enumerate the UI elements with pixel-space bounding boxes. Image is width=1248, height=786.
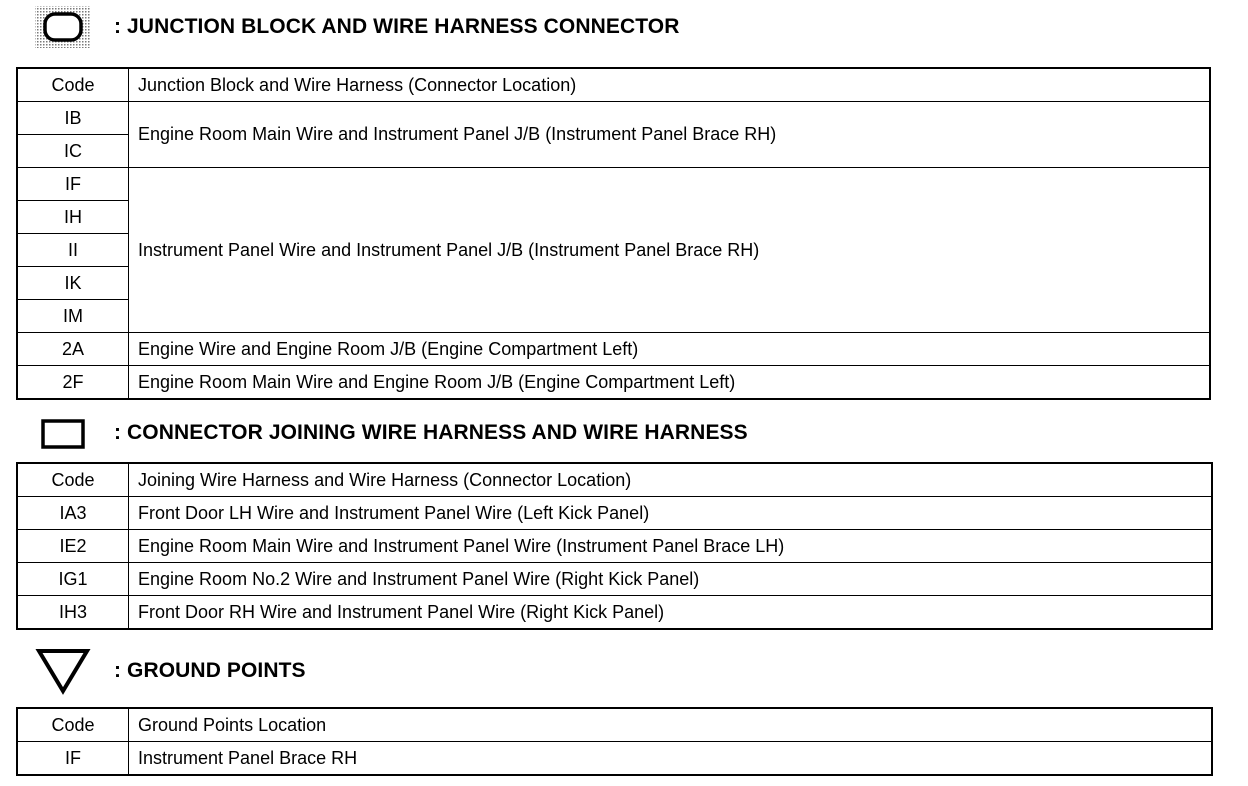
ground-triangle-icon	[28, 648, 98, 694]
section-title: : GROUND POINTS	[114, 659, 306, 682]
code-cell: IH3	[17, 596, 129, 630]
location-cell: Engine Room Main Wire and Engine Room J/B (Engine Compartment Left)	[129, 366, 1211, 400]
table-header-row	[17, 463, 1212, 497]
table-row	[17, 102, 1210, 135]
table-row	[17, 333, 1210, 366]
table-row	[17, 563, 1212, 596]
code-cell: IF	[17, 742, 129, 776]
column-header-location: Junction Block and Wire Harness (Connector Location)	[129, 68, 1211, 102]
code-cell: 2F	[17, 366, 129, 400]
table-row	[17, 366, 1210, 400]
location-cell: Engine Room Main Wire and Instrument Panel Wire (Instrument Panel Brace LH)	[129, 530, 1213, 563]
connector-table	[16, 462, 1213, 630]
column-header-location: Joining Wire Harness and Wire Harness (Connector Location)	[129, 463, 1213, 497]
table-header-row	[17, 68, 1210, 102]
section-connector-heading	[28, 410, 748, 456]
code-cell: II	[17, 234, 129, 267]
column-header-code: Code	[17, 708, 129, 742]
code-cell: IG1	[17, 563, 129, 596]
table-row	[17, 497, 1212, 530]
table-row	[17, 530, 1212, 563]
code-cell: IC	[17, 135, 129, 168]
code-cell: IK	[17, 267, 129, 300]
connector-rectangle-icon	[28, 410, 98, 456]
section-title: : CONNECTOR JOINING WIRE HARNESS AND WIRE HARNESS	[114, 421, 748, 444]
location-cell: Engine Room Main Wire and Instrument Panel J/B (Instrument Panel Brace RH)	[129, 102, 1211, 168]
location-cell: Engine Wire and Engine Room J/B (Engine Compartment Left)	[129, 333, 1211, 366]
code-cell: IE2	[17, 530, 129, 563]
table-header-row	[17, 708, 1212, 742]
table-row	[17, 168, 1210, 201]
table-row	[17, 742, 1212, 776]
location-cell: Instrument Panel Brace RH	[129, 742, 1213, 776]
table-row	[17, 596, 1212, 630]
column-header-code: Code	[17, 68, 129, 102]
column-header-location: Ground Points Location	[129, 708, 1213, 742]
ground-points-table	[16, 707, 1213, 776]
location-cell: Front Door LH Wire and Instrument Panel Wire (Left Kick Panel)	[129, 497, 1213, 530]
section-junction-block-heading	[28, 4, 679, 50]
column-header-code: Code	[17, 463, 129, 497]
code-cell: IB	[17, 102, 129, 135]
section-title: : JUNCTION BLOCK AND WIRE HARNESS CONNECTOR	[114, 15, 680, 38]
code-cell: IF	[17, 168, 129, 201]
code-cell: IM	[17, 300, 129, 333]
location-cell: Front Door RH Wire and Instrument Panel Wire (Right Kick Panel)	[129, 596, 1213, 630]
junction-block-table	[16, 67, 1211, 400]
junction-block-rounded-box-icon	[28, 4, 98, 50]
section-ground-heading	[28, 648, 306, 694]
code-cell: IA3	[17, 497, 129, 530]
code-cell: 2A	[17, 333, 129, 366]
location-cell: Instrument Panel Wire and Instrument Panel J/B (Instrument Panel Brace RH)	[129, 168, 1211, 333]
location-cell: Engine Room No.2 Wire and Instrument Panel Wire (Right Kick Panel)	[129, 563, 1213, 596]
code-cell: IH	[17, 201, 129, 234]
